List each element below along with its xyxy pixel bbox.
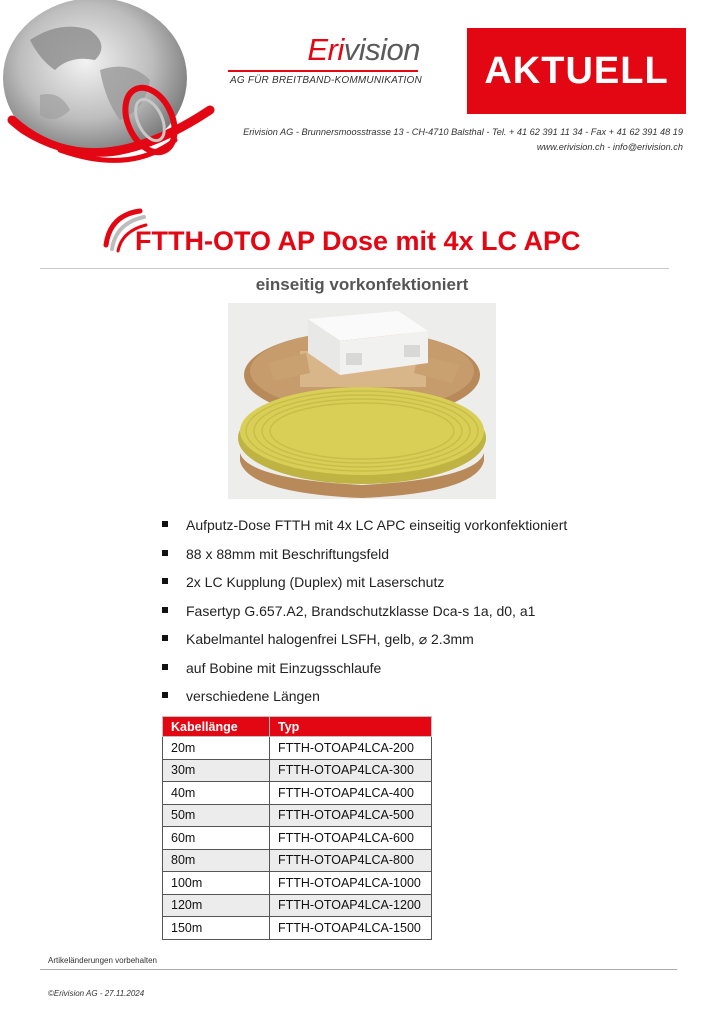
table-cell-length: 30m [163, 759, 270, 782]
table-cell-length: 150m [163, 917, 270, 940]
feature-text: 88 x 88mm mit Beschriftungsfeld [186, 545, 390, 562]
list-item [160, 602, 680, 631]
aktuell-badge: AKTUELL [467, 28, 686, 114]
square-bullet-icon [162, 692, 168, 698]
table-cell-length: 80m [163, 849, 270, 872]
table-cell-length: 40m [163, 782, 270, 805]
brand-underline [228, 70, 418, 72]
table-cell-length: 60m [163, 827, 270, 850]
table-cell-length: 100m [163, 872, 270, 895]
feature-text: Aufputz-Dose FTTH mit 4x LC APC einseitig vorkonfektioniert [186, 517, 568, 533]
table-row [163, 737, 432, 760]
square-bullet-icon [162, 578, 168, 584]
square-bullet-icon [162, 664, 168, 670]
contact-web-email: www.erivision.ch - info@erivision.ch [536, 142, 683, 152]
product-photo [228, 303, 496, 499]
footer-divider [40, 969, 677, 970]
table-cell-type: FTTH-OTOAP4LCA-1500 [270, 917, 432, 940]
feature-text: 2x LC Kupplung (Duplex) mit Laserschutz [186, 574, 445, 590]
list-item [160, 573, 680, 602]
feature-text: auf Bobine mit Einzugsschlaufe [186, 659, 382, 676]
globe-logo-icon [0, 0, 240, 175]
square-bullet-icon [162, 607, 168, 613]
feature-text: verschiedene Längen [186, 688, 320, 704]
table-cell-length: 120m [163, 894, 270, 917]
table-cell-type: FTTH-OTOAP4LCA-1200 [270, 894, 432, 917]
table-header-type: Typ [270, 717, 432, 737]
list-item [160, 545, 680, 574]
square-bullet-icon [162, 550, 168, 556]
change-notice: Artikeländerungen vorbehalten [48, 956, 157, 965]
table-row [163, 804, 432, 827]
table-cell-length: 20m [163, 737, 270, 760]
list-item [160, 516, 680, 545]
page-subtitle: einseitig vorkonfektioniert [255, 275, 469, 294]
contact-address: Erivision AG - Brunnersmoosstrasse 13 - CH-4710 Balsthal - Tel. + 41 62 391 11 34 - Fax + 41 62 391 48 19 [243, 127, 683, 137]
copyright-text: ©Erivision AG - 27.11.2024 [48, 989, 145, 998]
brand-logo [228, 32, 438, 86]
table-row [163, 894, 432, 917]
table-header-length: Kabellänge [163, 717, 270, 737]
brand-name [228, 32, 438, 68]
table-cell-length: 50m [163, 804, 270, 827]
table-header-row [163, 717, 432, 737]
list-item [160, 687, 680, 716]
cable-length-table [162, 716, 432, 940]
feature-text: Fasertyp G.657.A2, Brandschutzklasse Dca-s 1a, d0, a1 [186, 602, 536, 619]
feature-text: Kabelmantel halogenfrei LSFH, gelb, ⌀ 2.3mm [186, 631, 474, 647]
table-cell-type: FTTH-OTOAP4LCA-600 [270, 827, 432, 850]
feature-list [160, 516, 680, 716]
page-title: FTTH-OTO AP Dose mit 4x LC APC [135, 226, 581, 256]
table-row [163, 872, 432, 895]
table-cell-type: FTTH-OTOAP4LCA-200 [270, 737, 432, 760]
brand-subtitle: AG FÜR BREITBAND-KOMMUNIKATION [230, 75, 422, 86]
list-item [160, 630, 680, 659]
table-cell-type: FTTH-OTOAP4LCA-400 [270, 782, 432, 805]
brand-name-prefix: Eri [307, 32, 344, 67]
table-row [163, 849, 432, 872]
table-cell-type: FTTH-OTOAP4LCA-1000 [270, 872, 432, 895]
table-row [163, 782, 432, 805]
table-cell-type: FTTH-OTOAP4LCA-500 [270, 804, 432, 827]
square-bullet-icon [162, 521, 168, 527]
table-row [163, 759, 432, 782]
table-row [163, 917, 432, 940]
square-bullet-icon [162, 635, 168, 641]
table-cell-type: FTTH-OTOAP4LCA-300 [270, 759, 432, 782]
title-divider [40, 268, 669, 269]
table-cell-type: FTTH-OTOAP4LCA-800 [270, 849, 432, 872]
brand-name-suffix: vision [343, 32, 420, 67]
table-row [163, 827, 432, 850]
list-item [160, 659, 680, 688]
